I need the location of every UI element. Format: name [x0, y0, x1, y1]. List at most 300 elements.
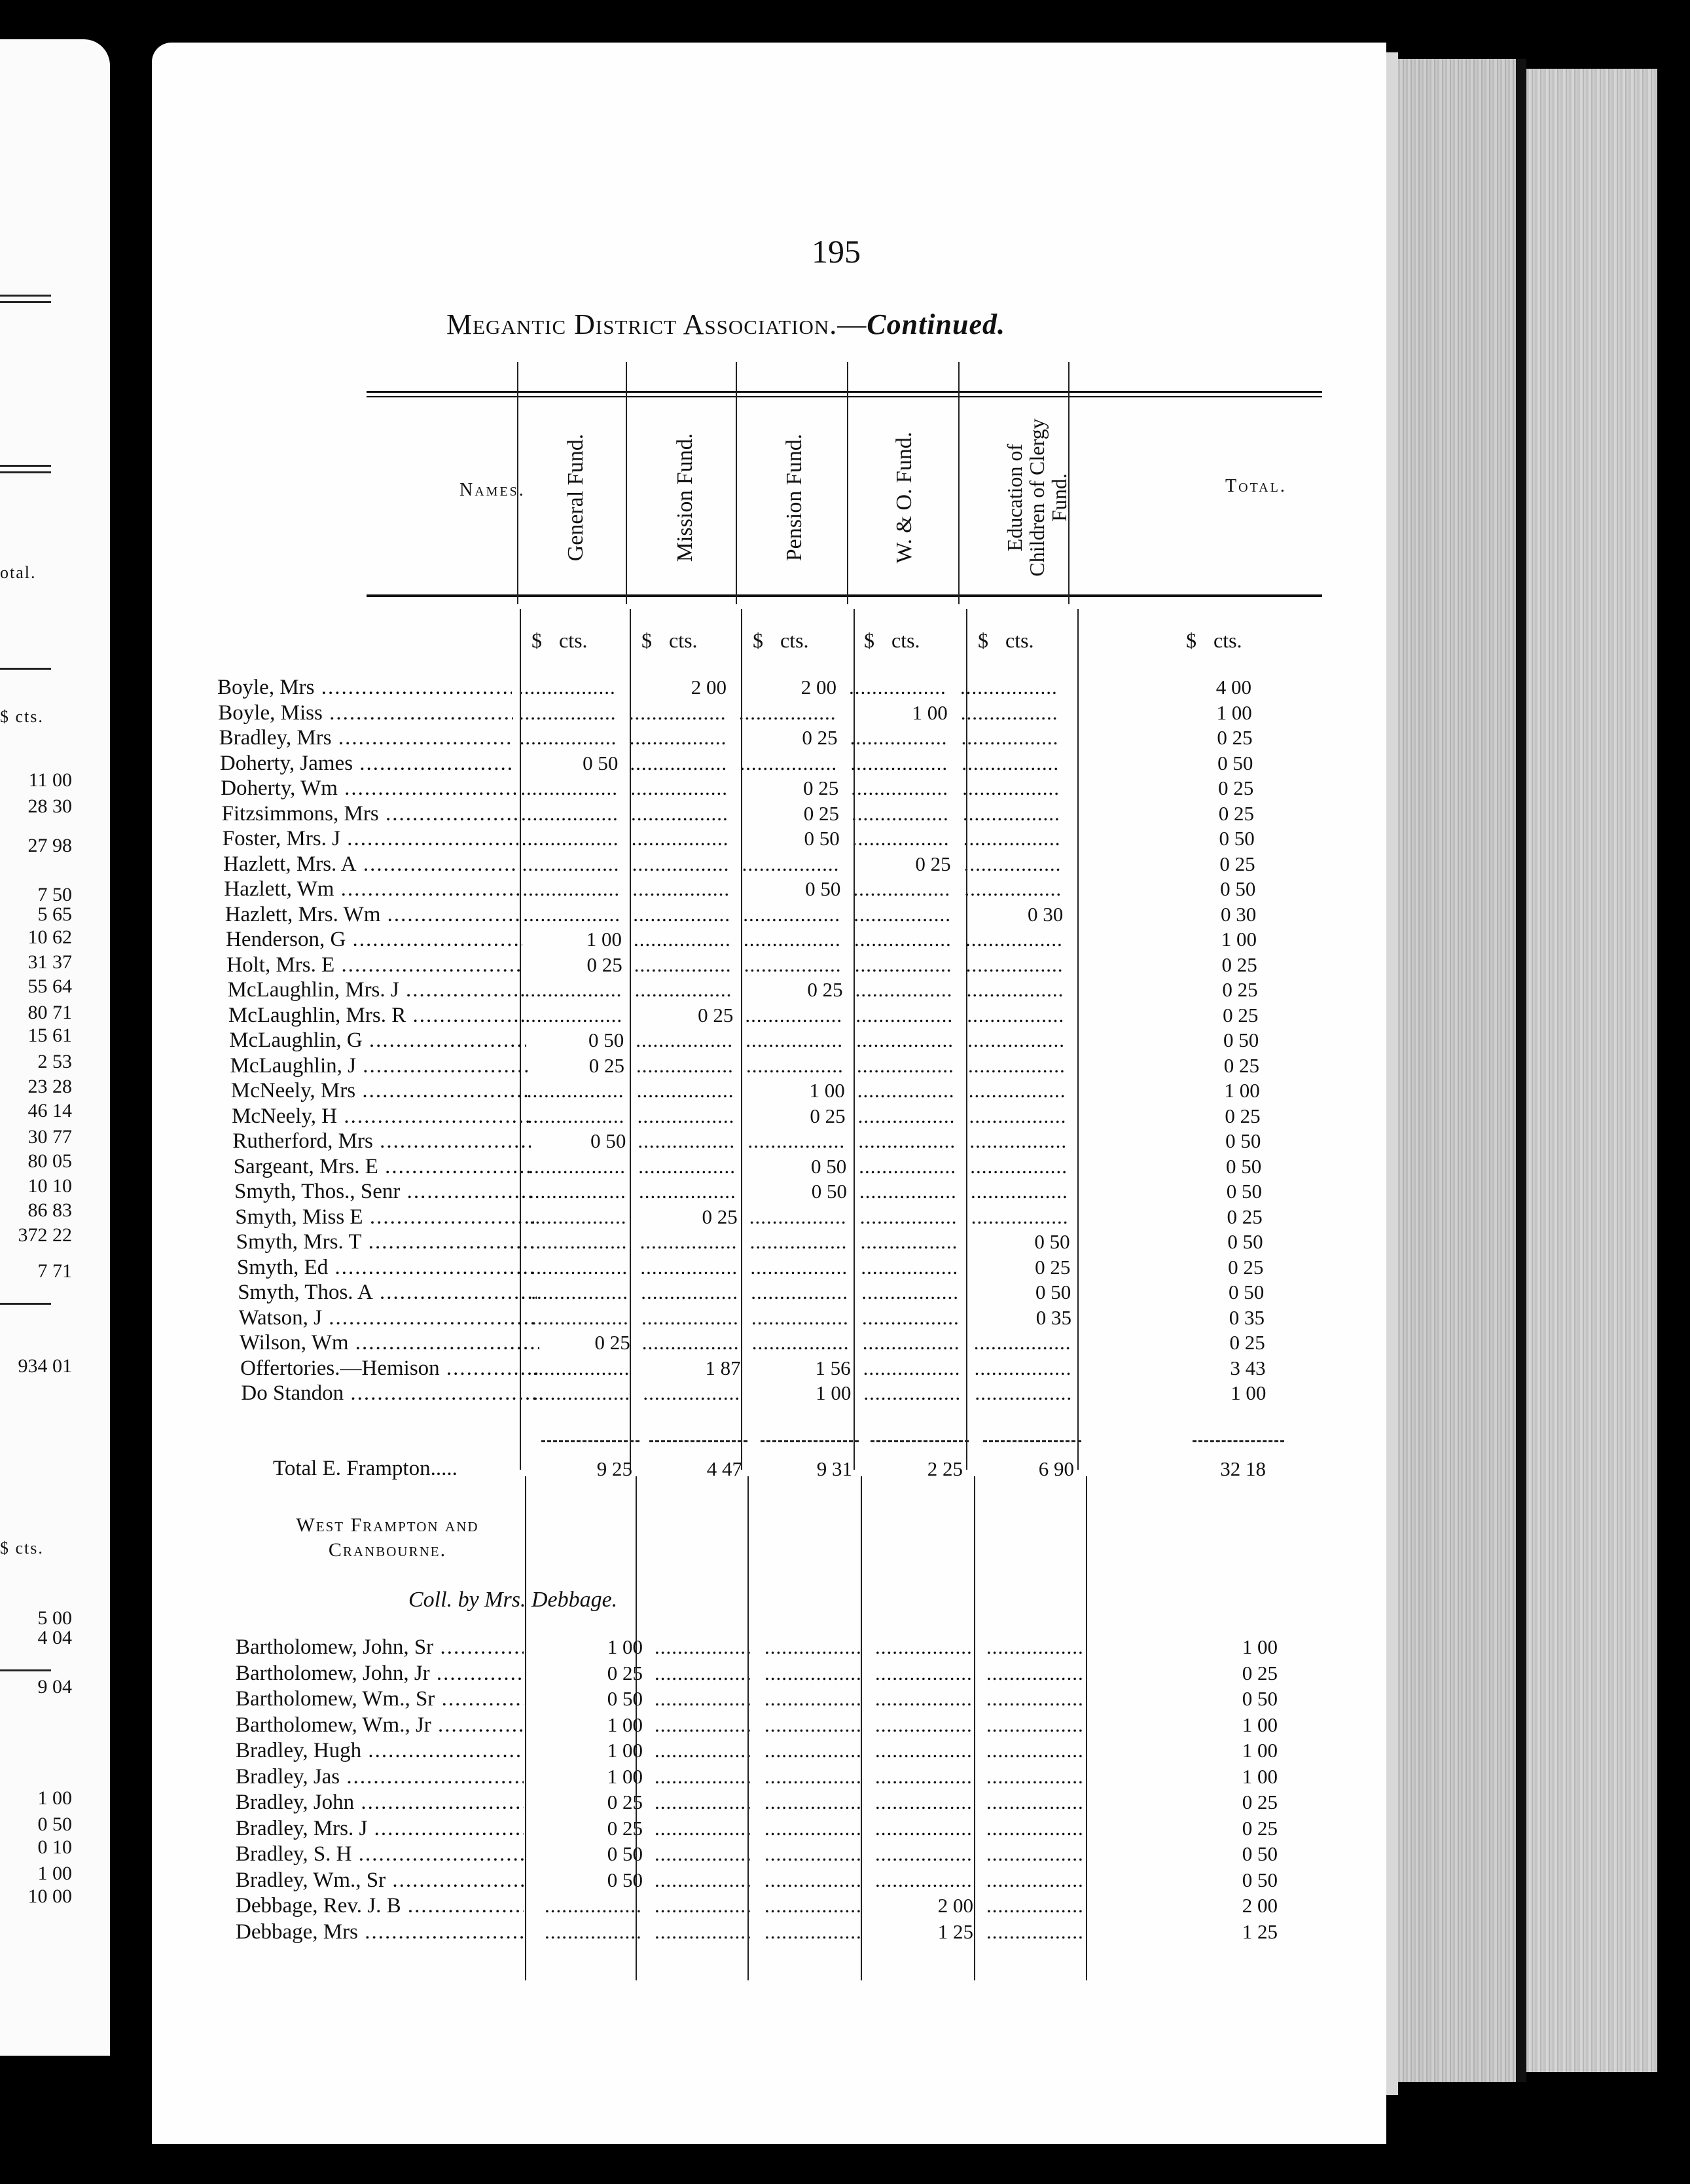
table-row	[152, 1280, 1386, 1305]
row-value	[875, 1790, 973, 1815]
row-value: 1 00	[607, 1764, 643, 1788]
left-value: 1 00	[37, 1863, 72, 1884]
row-value	[986, 1842, 1085, 1866]
left-total-label: otal.	[0, 563, 37, 582]
row-value	[655, 1738, 753, 1763]
total-value: 6 90	[1038, 1457, 1074, 1480]
row-name: Bradley, Wm., Sr .....	[236, 1868, 524, 1893]
row-value	[859, 1179, 958, 1204]
left-value: 23 28	[27, 1076, 72, 1097]
total-row	[152, 1457, 1386, 1482]
row-value: 0 25	[803, 801, 839, 825]
row-value	[641, 1305, 740, 1330]
row-name: Bradley, Mrs. J .....	[236, 1816, 524, 1841]
page-edges-stack	[1398, 59, 1516, 2082]
row-name: Bartholomew, Wm., Jr .....	[236, 1713, 524, 1738]
table-row	[152, 751, 1386, 776]
table-row	[152, 1028, 1386, 1053]
row-value	[986, 1920, 1085, 1944]
column-divider	[630, 609, 631, 1470]
row-value	[986, 1738, 1085, 1763]
table-row	[152, 701, 1386, 725]
row-value	[967, 977, 1065, 1002]
row-name: Rutherford, Mrs .....	[232, 1129, 530, 1154]
column-divider	[974, 1476, 975, 1980]
rule	[0, 1669, 51, 1671]
row-value	[962, 776, 1060, 801]
column-divider	[1086, 1476, 1087, 1980]
row-total: 1 00	[1242, 1764, 1278, 1788]
row-value: 1 00	[607, 1635, 643, 1658]
row-name: Hazlett, Mrs. A .....	[223, 852, 519, 877]
row-value: 1 00	[586, 928, 622, 951]
row-value	[963, 826, 1062, 851]
table-row	[152, 1381, 1386, 1406]
row-value: 2 00	[800, 676, 836, 699]
row-value	[531, 1280, 629, 1305]
row-total: 0 50	[1219, 827, 1255, 850]
row-name: Bartholomew, John, Jr .....	[236, 1661, 524, 1686]
unit-cts: cts.	[559, 628, 588, 652]
row-value: 1 87	[705, 1356, 741, 1379]
row-total: 0 25	[1227, 1205, 1263, 1228]
column-divider	[854, 609, 855, 1470]
row-value: 1 00	[809, 1079, 845, 1102]
row-name: Bradley, John .....	[236, 1790, 524, 1815]
table-row	[152, 877, 1386, 901]
table-row	[152, 1003, 1386, 1028]
table-row	[152, 927, 1386, 952]
row-value	[750, 1255, 848, 1280]
rule	[0, 301, 51, 303]
row-value: 0 25	[802, 726, 838, 749]
row-value	[641, 1280, 739, 1305]
row-value	[643, 1381, 741, 1406]
row-value	[764, 1920, 863, 1944]
row-value: 1 00	[607, 1713, 643, 1736]
row-name: Boyle, Mrs .....	[217, 675, 512, 700]
row-value: 0 25	[802, 776, 839, 799]
sum-rule	[649, 1440, 747, 1442]
row-value	[655, 1713, 753, 1738]
table-row	[152, 826, 1386, 851]
row-value: 0 50	[1035, 1281, 1071, 1303]
unit-cts: cts.	[1005, 628, 1034, 652]
row-value	[971, 1205, 1070, 1229]
left-value: 80 05	[27, 1150, 72, 1172]
column-divider	[517, 362, 518, 604]
row-value	[969, 1129, 1068, 1154]
row-name: Doherty, James .....	[220, 751, 515, 776]
table-row	[152, 977, 1386, 1002]
row-value	[531, 1305, 630, 1330]
left-value: 28 30	[27, 795, 72, 817]
row-value	[861, 1280, 960, 1305]
column-divider	[1068, 362, 1070, 604]
row-name: Fitzsimmons, Mrs .....	[222, 801, 518, 826]
row-value	[852, 801, 950, 826]
row-value: 0 25	[607, 1791, 643, 1813]
table-row	[152, 1686, 1386, 1711]
row-total: 2 00	[1242, 1894, 1278, 1917]
row-total: 0 50	[1226, 1180, 1262, 1203]
row-value	[863, 1356, 962, 1381]
row-total: 0 25	[1242, 1661, 1278, 1684]
row-name: Hazlett, Mrs. Wm .....	[225, 902, 522, 927]
row-total: 0 50	[1242, 1842, 1278, 1865]
row-total: 0 25	[1223, 1053, 1259, 1077]
row-value	[851, 776, 949, 801]
row-name: Smyth, Ed .....	[237, 1255, 536, 1280]
row-value	[739, 701, 837, 725]
unit-dollar: $	[641, 628, 652, 652]
left-value: 31 37	[27, 951, 72, 973]
total-column-header: Total.	[1225, 476, 1287, 496]
row-value	[853, 877, 951, 901]
row-value	[975, 1356, 1073, 1381]
row-value	[545, 1920, 643, 1944]
sum-rule	[1193, 1440, 1284, 1442]
row-value	[637, 1078, 735, 1103]
column-divider	[741, 609, 742, 1470]
row-value	[642, 1330, 740, 1355]
row-total: 1 00	[1242, 1713, 1278, 1736]
unit-dollar: $	[531, 628, 542, 652]
row-name: McNeely, H .....	[232, 1104, 530, 1129]
page-edges-stack-2	[1526, 69, 1657, 2072]
left-value: 934 01	[18, 1355, 72, 1377]
unit-dollar: $	[978, 628, 988, 652]
row-name: McLaughlin, Mrs. R .....	[228, 1003, 526, 1028]
row-value: 1 25	[937, 1920, 973, 1943]
row-value	[863, 1381, 962, 1406]
collector-note: Coll. by Mrs. Debbage.	[408, 1588, 618, 1612]
row-value	[750, 1229, 848, 1254]
row-total: 0 25	[1229, 1331, 1265, 1354]
table-row	[152, 1255, 1386, 1280]
row-value: 0 25	[607, 1661, 643, 1684]
row-value	[986, 1764, 1085, 1789]
row-name: Wilson, Wm .....	[240, 1330, 539, 1355]
column-header-education-fund: Education of Children of Clergy Fund.	[1003, 418, 1071, 577]
row-value	[966, 953, 1064, 977]
row-value	[764, 1764, 863, 1789]
page-edge	[1386, 52, 1398, 2095]
row-value	[862, 1305, 960, 1330]
row-value	[856, 1028, 954, 1053]
table-row	[152, 1229, 1386, 1254]
column-divider	[525, 1476, 526, 1980]
row-value	[964, 877, 1062, 901]
column-divider	[847, 362, 848, 604]
row-name: Hazlett, Wm .....	[224, 877, 520, 901]
row-value	[751, 1305, 850, 1330]
row-value	[634, 927, 732, 952]
row-value	[744, 927, 842, 952]
table-row	[152, 1661, 1386, 1686]
row-value: 0 25	[810, 1104, 846, 1127]
row-name: Bartholomew, John, Sr .....	[236, 1635, 524, 1660]
row-value	[745, 1003, 843, 1028]
row-value: 0 25	[915, 852, 951, 875]
row-value	[986, 1713, 1085, 1738]
row-value	[858, 1104, 956, 1129]
left-value: 10 62	[27, 926, 72, 948]
row-value	[523, 902, 621, 927]
grand-total: 32 18	[1220, 1457, 1266, 1480]
row-value	[631, 801, 729, 826]
row-name: McLaughlin, J .....	[230, 1053, 528, 1078]
unit-dollar: $	[753, 628, 763, 652]
left-value: 0 50	[37, 1813, 72, 1835]
table-row	[152, 1205, 1386, 1229]
row-name: Bradley, Hugh .....	[236, 1738, 524, 1763]
row-value: 2 00	[937, 1894, 973, 1917]
row-value	[640, 1229, 738, 1254]
row-value: 0 25	[807, 978, 843, 1001]
row-name: Smyth, Thos., Senr .....	[234, 1179, 533, 1204]
row-value	[971, 1179, 1069, 1204]
row-value: 0 50	[607, 1842, 643, 1865]
row-total: 0 25	[1242, 1791, 1278, 1813]
unit-cts: cts.	[1214, 628, 1242, 652]
row-name: Smyth, Mrs. T .....	[236, 1229, 535, 1254]
rule	[0, 1303, 51, 1305]
row-value	[859, 1154, 957, 1179]
row-value	[875, 1635, 973, 1660]
row-value: 1 56	[815, 1356, 851, 1379]
left-value: 27 98	[27, 835, 72, 856]
table-row	[152, 1816, 1386, 1841]
table-row	[152, 1713, 1386, 1738]
table-row	[152, 1330, 1386, 1355]
left-cts-label: $ cts.	[0, 1538, 44, 1557]
row-value	[528, 1154, 626, 1179]
row-value	[969, 1078, 1067, 1103]
row-value	[875, 1738, 973, 1763]
row-total: 0 25	[1217, 776, 1254, 799]
row-value	[863, 1330, 961, 1355]
row-value: 1 00	[607, 1739, 643, 1762]
unit-cts: cts.	[669, 628, 698, 652]
row-value	[519, 701, 617, 725]
column-header-wo-fund: W. & O. Fund.	[892, 431, 916, 564]
cover-gap	[1516, 59, 1526, 2082]
row-value: 0 50	[810, 1154, 847, 1178]
row-value	[530, 1229, 628, 1254]
table-row	[152, 1893, 1386, 1918]
table-row	[152, 1738, 1386, 1763]
row-total: 0 25	[1218, 801, 1254, 825]
row-value	[747, 1129, 846, 1154]
row-total: 3 43	[1230, 1356, 1266, 1379]
unit-label	[641, 628, 698, 653]
left-value: 11 00	[28, 769, 72, 791]
row-total: 1 00	[1231, 1381, 1267, 1404]
row-value	[860, 1205, 958, 1229]
column-header-pension-fund: Pension Fund.	[782, 433, 806, 562]
table-row	[152, 776, 1386, 801]
row-name: Sargeant, Mrs. E .....	[234, 1154, 532, 1179]
row-value: 0 50	[583, 751, 619, 774]
row-total: 4 00	[1215, 676, 1251, 699]
row-total: 0 25	[1242, 1816, 1278, 1840]
row-value	[752, 1330, 850, 1355]
left-value: 7 71	[37, 1260, 72, 1282]
row-value	[740, 751, 838, 776]
row-value	[965, 927, 1064, 952]
table-row	[152, 1842, 1386, 1866]
left-value: 5 65	[37, 903, 72, 925]
column-divider	[861, 1476, 862, 1980]
table-row	[152, 852, 1386, 877]
row-value	[525, 1003, 623, 1028]
row-value: 0 30	[1027, 902, 1064, 926]
row-total: 0 50	[1242, 1868, 1278, 1891]
row-value	[875, 1686, 973, 1711]
row-value	[749, 1205, 848, 1229]
row-value	[639, 1179, 737, 1204]
row-value	[764, 1868, 863, 1893]
row-value	[875, 1816, 973, 1841]
row-value	[525, 977, 623, 1002]
row-total: 1 00	[1224, 1079, 1260, 1102]
row-name: Watson, J .....	[239, 1305, 539, 1330]
row-value	[522, 852, 620, 877]
sum-rule	[871, 1440, 969, 1442]
row-value	[963, 801, 1061, 826]
column-divider	[520, 609, 521, 1470]
row-value	[857, 1078, 956, 1103]
row-value	[764, 1713, 863, 1738]
row-value	[655, 1868, 753, 1893]
row-value	[764, 1661, 863, 1686]
left-value: 15 61	[27, 1025, 72, 1046]
row-value	[743, 902, 841, 927]
row-value: 0 50	[804, 827, 840, 850]
row-value: 0 25	[594, 1331, 630, 1354]
row-value	[746, 1028, 844, 1053]
unit-dollar: $	[1186, 628, 1196, 652]
column-divider	[626, 362, 627, 604]
row-value	[974, 1330, 1072, 1355]
row-value	[522, 877, 620, 901]
title-main: Megantic District Association.—	[446, 308, 867, 340]
names-column-header: Names.	[459, 480, 526, 500]
row-total: 0 25	[1225, 1104, 1261, 1127]
left-value: 55 64	[27, 975, 72, 997]
table-row	[152, 1764, 1386, 1789]
row-name: McLaughlin, Mrs. J .....	[228, 977, 525, 1002]
row-value	[530, 1205, 628, 1229]
row-value: 1 00	[816, 1381, 852, 1404]
row-value	[986, 1893, 1085, 1918]
row-value	[533, 1381, 631, 1406]
row-value	[630, 751, 728, 776]
row-value	[634, 953, 732, 977]
left-value: 0 10	[37, 1836, 72, 1858]
row-value	[533, 1356, 631, 1381]
row-value	[742, 852, 840, 877]
row-value	[655, 1842, 753, 1866]
page-title	[446, 308, 1005, 341]
table-row	[152, 1790, 1386, 1815]
left-value: 80 71	[27, 1002, 72, 1023]
unit-label	[864, 628, 920, 653]
row-name: Smyth, Miss E .....	[235, 1205, 533, 1229]
left-value: 1 00	[37, 1787, 72, 1809]
row-total: 0 25	[1221, 953, 1257, 976]
row-name: Holt, Mrs. E .....	[226, 953, 523, 977]
column-divider	[747, 1476, 749, 1980]
table-row	[152, 1635, 1386, 1660]
row-value: 0 50	[811, 1180, 847, 1203]
total-value: 4 47	[706, 1457, 742, 1480]
header-bottom-rule	[367, 594, 1322, 597]
title-continued: Continued.	[867, 308, 1005, 340]
table-row	[152, 1129, 1386, 1154]
row-total: 0 50	[1220, 877, 1256, 900]
row-value: 0 50	[590, 1129, 626, 1152]
row-value	[875, 1842, 973, 1866]
row-name: Bradley, Jas .....	[236, 1764, 524, 1789]
row-name: Henderson, G .....	[226, 927, 522, 952]
row-value	[751, 1280, 849, 1305]
row-value	[655, 1790, 753, 1815]
row-value	[875, 1713, 973, 1738]
row-value	[744, 953, 842, 977]
unit-label	[978, 628, 1034, 653]
row-total: 0 50	[1217, 751, 1253, 774]
unit-dollar: $	[864, 628, 874, 652]
row-value	[632, 826, 730, 851]
column-divider	[636, 1476, 637, 1980]
row-total: 1 25	[1242, 1920, 1278, 1943]
unit-label	[1186, 628, 1242, 653]
table-row	[152, 1305, 1386, 1330]
total-value: 9 31	[816, 1457, 852, 1480]
row-total: 0 50	[1223, 1028, 1259, 1051]
row-total: 0 25	[1228, 1255, 1264, 1279]
row-total: 1 00	[1242, 1635, 1278, 1658]
table-row	[152, 902, 1386, 927]
row-name: Bradley, S. H .....	[236, 1842, 524, 1866]
row-name: Doherty, Wm .....	[221, 776, 516, 801]
row-total: 0 30	[1220, 902, 1257, 926]
sum-rule	[983, 1440, 1081, 1442]
row-value	[529, 1179, 627, 1204]
row-value	[527, 1078, 625, 1103]
row-value	[518, 675, 617, 700]
column-divider	[966, 609, 967, 1470]
row-total: 0 35	[1229, 1305, 1265, 1329]
row-value	[986, 1686, 1085, 1711]
table-row	[152, 801, 1386, 826]
row-value	[630, 725, 728, 750]
left-value: 5 00	[37, 1607, 72, 1629]
left-value: 10 00	[27, 1885, 72, 1907]
row-value	[967, 1003, 1065, 1028]
row-total: 0 50	[1228, 1281, 1265, 1303]
row-value	[968, 1053, 1066, 1078]
row-value	[636, 1028, 734, 1053]
table-row	[152, 1104, 1386, 1129]
row-value	[960, 675, 1058, 700]
total-value: 2 25	[927, 1457, 963, 1480]
row-value	[638, 1154, 736, 1179]
rule	[0, 465, 51, 467]
row-value	[857, 1053, 955, 1078]
